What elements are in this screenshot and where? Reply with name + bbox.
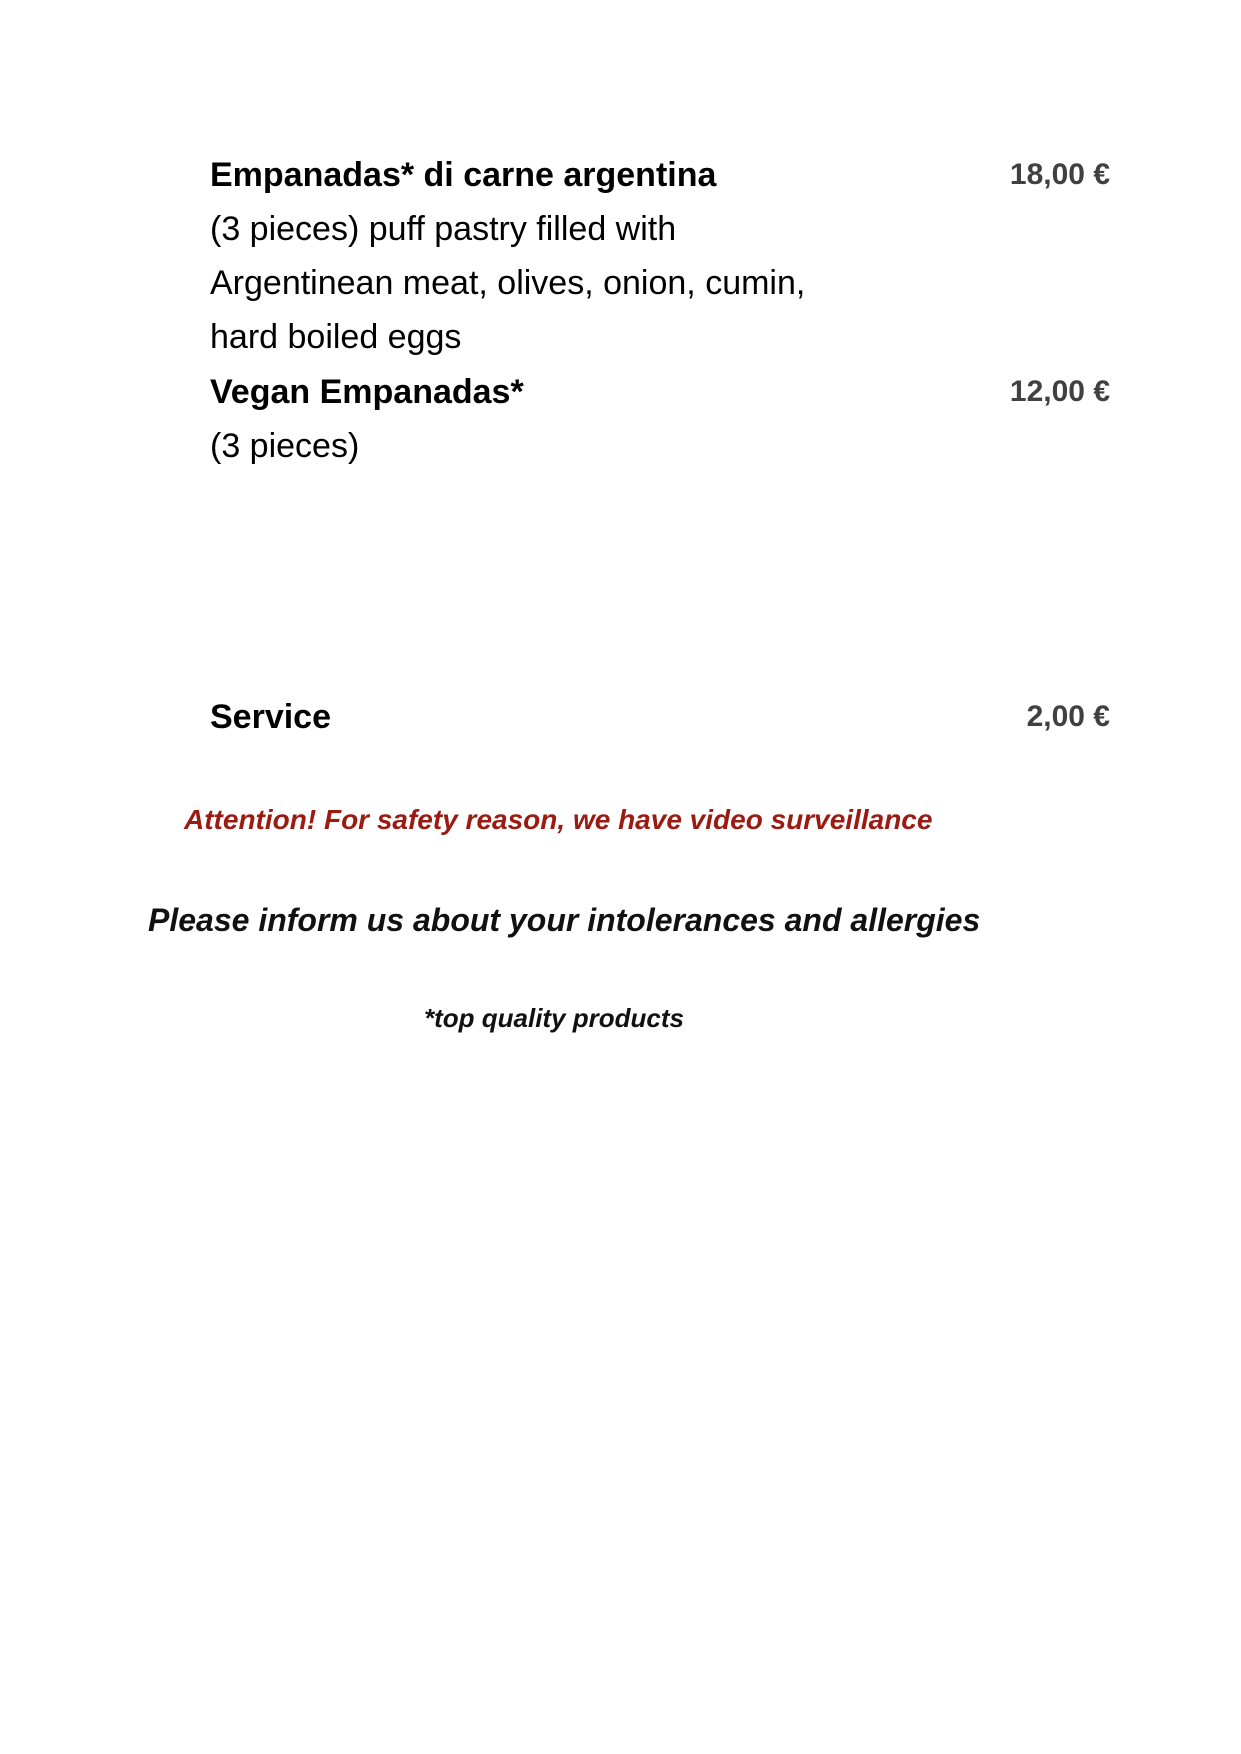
menu-item-service (210, 690, 1110, 744)
quality-footnote: *top quality products (424, 1003, 684, 1033)
menu-item-vegan-empanadas (210, 365, 1110, 473)
menu-item-price: 18,00 € (1009, 158, 1110, 191)
menu-item-price: 12,00 € (1009, 375, 1110, 408)
menu-item-description: (3 pieces) puff pastry filled with Argentinean meat, olives, onion, cumin, hard boiled eggs (210, 210, 806, 356)
menu-item-empanadas-carne (210, 148, 1110, 364)
allergies-notice: Please inform us about your intolerances and allergies (148, 902, 981, 938)
menu-item-name: Empanadas* di carne argentina (210, 156, 717, 194)
menu-item-name: Vegan Empanadas* (210, 373, 524, 411)
surveillance-notice: Attention! For safety reason, we have video surveillance (184, 804, 933, 835)
menu-item-price: 2,00 € (1026, 700, 1110, 733)
menu-item-name: Service (210, 698, 331, 736)
menu-item-description: (3 pieces) (210, 427, 360, 465)
